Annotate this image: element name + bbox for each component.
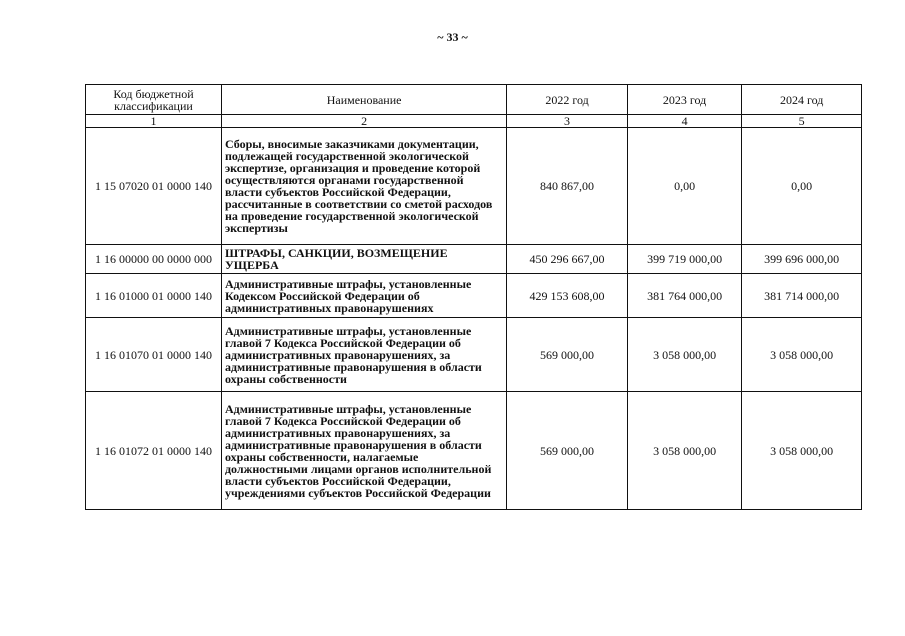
value-2024: 381 714 000,00 bbox=[742, 274, 862, 318]
header-2022: 2022 год bbox=[507, 85, 628, 115]
table-row bbox=[86, 392, 862, 510]
page-number: ~ 33 ~ bbox=[437, 30, 468, 44]
value-2024: 0,00 bbox=[742, 128, 862, 245]
column-number: 2 bbox=[221, 115, 506, 128]
item-name: ШТРАФЫ, САНКЦИИ, ВОЗМЕЩЕНИЕ УЩЕРБА bbox=[221, 245, 506, 274]
budget-revenue-table bbox=[85, 84, 862, 510]
budget-code: 1 16 01000 01 0000 140 bbox=[86, 274, 222, 318]
table-row bbox=[86, 274, 862, 318]
header-name: Наименование bbox=[221, 85, 506, 115]
value-2022: 840 867,00 bbox=[507, 128, 628, 245]
budget-code: 1 15 07020 01 0000 140 bbox=[86, 128, 222, 245]
column-number: 4 bbox=[627, 115, 742, 128]
item-name: Сборы, вносимые заказчиками документации, подлежащей государственной экологической экспертизе, организация и проведение которой осуществляются органами государственной власти субъектов Российской Федерации, рассчитанные в соответствии со сметой расходов на проведение государственной экологической экспертизы bbox=[221, 128, 506, 245]
budget-code: 1 16 01070 01 0000 140 bbox=[86, 318, 222, 392]
value-2023: 399 719 000,00 bbox=[627, 245, 742, 274]
header-2023: 2023 год bbox=[627, 85, 742, 115]
column-number: 5 bbox=[742, 115, 862, 128]
budget-code: 1 16 01072 01 0000 140 bbox=[86, 392, 222, 510]
value-2024: 3 058 000,00 bbox=[742, 318, 862, 392]
header-code: Код бюджетной классификации bbox=[86, 85, 222, 115]
value-2023: 3 058 000,00 bbox=[627, 392, 742, 510]
table-row bbox=[86, 318, 862, 392]
column-number: 1 bbox=[86, 115, 222, 128]
table-row bbox=[86, 128, 862, 245]
value-2022: 450 296 667,00 bbox=[507, 245, 628, 274]
value-2023: 0,00 bbox=[627, 128, 742, 245]
item-name: Административные штрафы, установленные главой 7 Кодекса Российской Федерации об административных правонарушениях, за административные правонарушения в области охраны собственности, налагаемые должностными лицами органов исполнительной власти субъектов Российской Федерации, учреждениями субъектов Российской Федерации bbox=[221, 392, 506, 510]
value-2024: 3 058 000,00 bbox=[742, 392, 862, 510]
budget-code: 1 16 00000 00 0000 000 bbox=[86, 245, 222, 274]
value-2022: 569 000,00 bbox=[507, 392, 628, 510]
value-2023: 381 764 000,00 bbox=[627, 274, 742, 318]
header-2024: 2024 год bbox=[742, 85, 862, 115]
value-2023: 3 058 000,00 bbox=[627, 318, 742, 392]
value-2022: 569 000,00 bbox=[507, 318, 628, 392]
item-name: Административные штрафы, установленные главой 7 Кодекса Российской Федерации об административных правонарушениях, за административные правонарушения в области охраны собственности bbox=[221, 318, 506, 392]
value-2024: 399 696 000,00 bbox=[742, 245, 862, 274]
column-number: 3 bbox=[507, 115, 628, 128]
column-number-row bbox=[86, 115, 862, 128]
value-2022: 429 153 608,00 bbox=[507, 274, 628, 318]
item-name: Административные штрафы, установленные Кодексом Российской Федерации об административных правонарушениях bbox=[221, 274, 506, 318]
header-row bbox=[86, 85, 862, 115]
table-row bbox=[86, 245, 862, 274]
